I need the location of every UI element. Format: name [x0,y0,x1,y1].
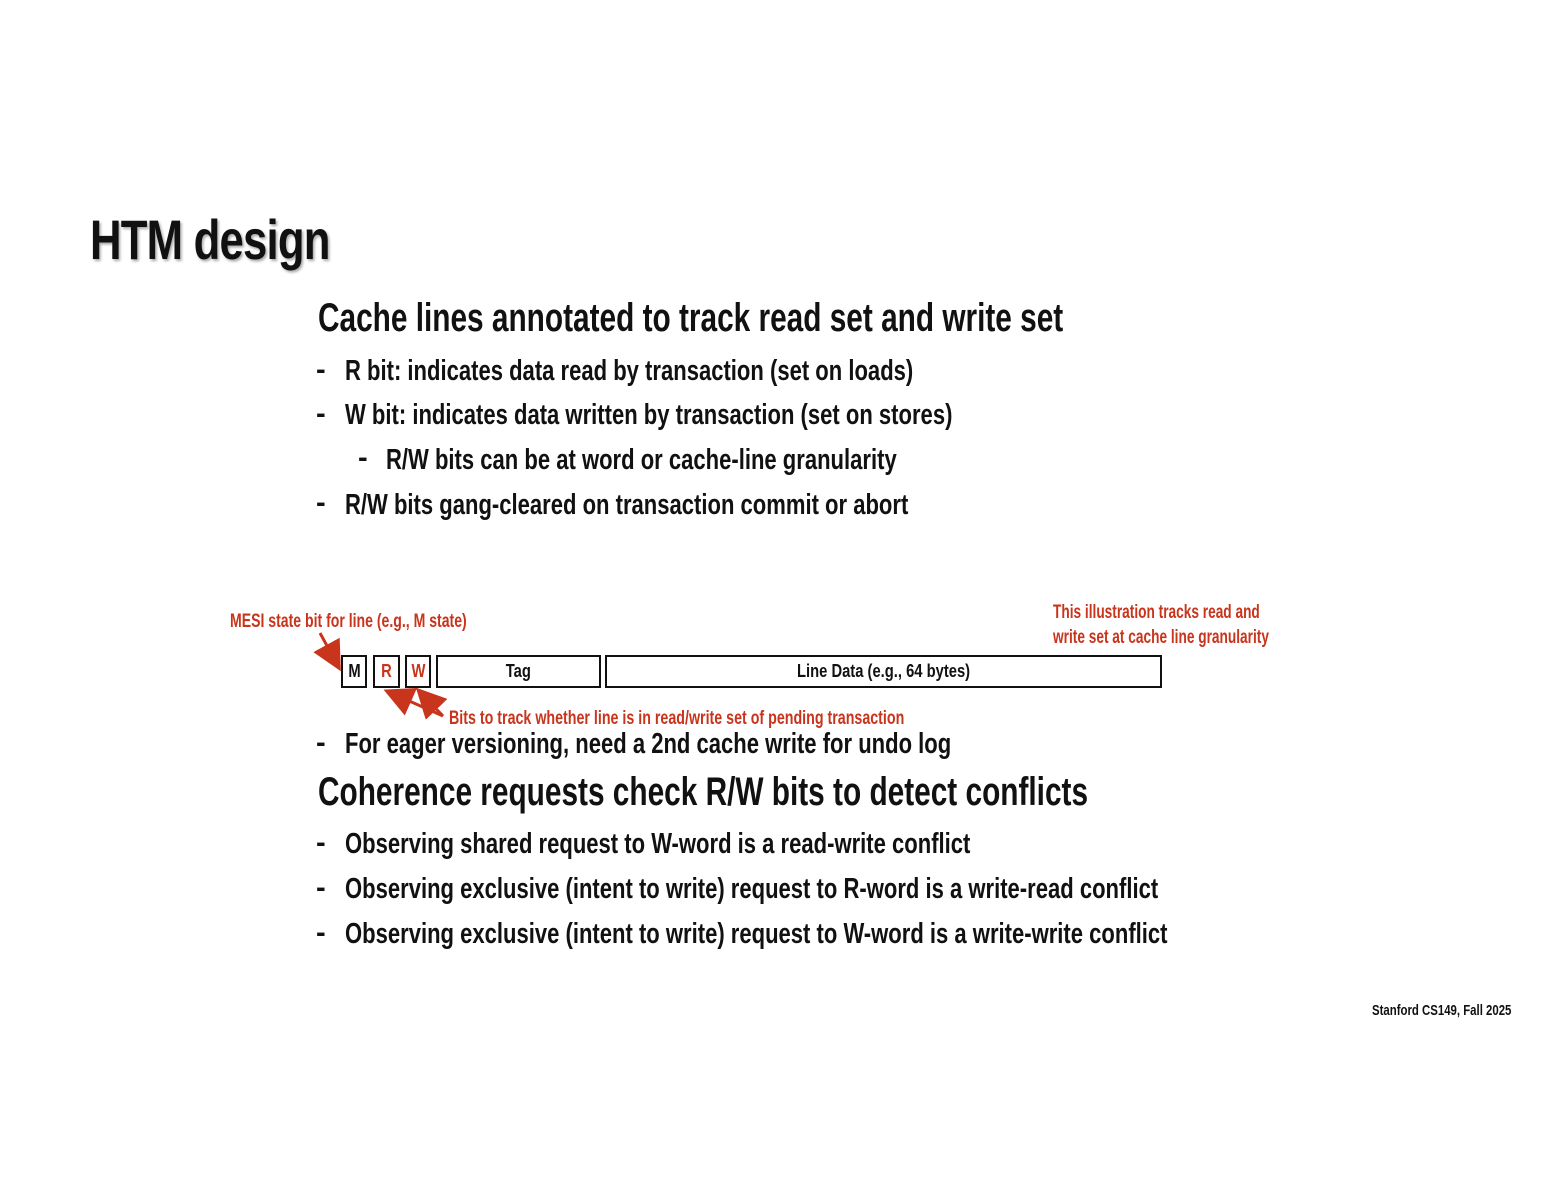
bullet-dash: - [316,398,326,430]
bits-annotation: Bits to track whether line is in read/write set of pending transaction [449,708,905,729]
bullet-gang-cleared: R/W bits gang-cleared on transaction commit or abort [345,489,909,521]
bullet-dash: - [316,354,326,386]
arrow-to-r-bit-icon [389,692,443,716]
line-data-label: Line Data (e.g., 64 bytes) [796,661,971,681]
bullet-eager-versioning: For eager versioning, need a 2nd cache write for undo log [345,728,952,760]
bullet-r-bit: R bit: indicates data read by transaction (set on loads) [345,355,914,387]
mesi-annotation: MESI state bit for line (e.g., M state) [230,611,467,632]
bullet-dash: - [316,872,326,904]
bullet-read-write-conflict: Observing shared request to W-word is a read-write conflict [345,828,971,860]
section2-heading: Coherence requests check R/W bits to detect conflicts [318,770,1089,814]
sub-bullet-granularity: R/W bits can be at word or cache-line granularity [386,444,897,476]
footer-course: Stanford CS149, Fall 2025 [1372,1002,1512,1019]
section1-heading: Cache lines annotated to track read set and write set [318,296,1064,340]
bullet-write-read-conflict: Observing exclusive (intent to write) request to R-word is a write-read conflict [345,873,1159,905]
bullet-dash: - [316,917,326,949]
slide-title: HTM design [90,208,330,271]
bullet-dash: - [316,487,326,519]
mesi-state-label: M [347,661,361,681]
bullet-write-write-conflict: Observing exclusive (intent to write) request to W-word is a write-write conflict [345,918,1168,950]
bullet-dash: - [358,442,368,474]
granularity-note-line1: This illustration tracks read and [1053,602,1260,623]
arrow-to-mesi-icon [320,633,338,666]
bullet-dash: - [316,727,326,759]
read-bit-label: R [381,661,392,681]
granularity-note-line2: write set at cache line granularity [1053,627,1269,648]
bullet-dash: - [316,827,326,859]
bullet-w-bit: W bit: indicates data written by transaction (set on stores) [345,399,953,431]
write-bit-label: W [411,661,425,681]
tag-label: Tag [505,661,532,681]
